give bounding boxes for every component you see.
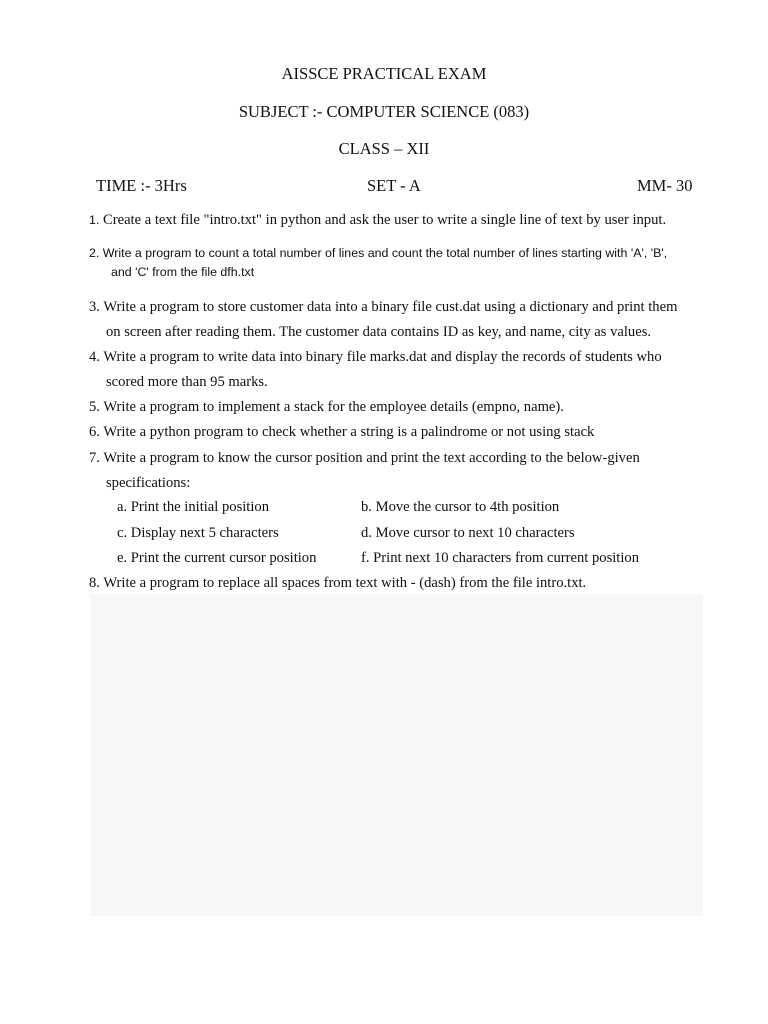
question-number: 4. bbox=[89, 349, 100, 365]
question-3-continued: on screen after reading them. The customer data contains ID as key, and name, city as values. bbox=[106, 324, 652, 340]
question-text-line-1: Write a program to know the cursor position and print the text according to the below-given bbox=[103, 450, 640, 466]
question-number: 5. bbox=[89, 399, 100, 415]
spec-item-e: e. Print the current cursor position bbox=[117, 550, 317, 566]
question-5 bbox=[89, 399, 564, 416]
question-text: Create a text file "intro.txt" in python and ask the user to write a single line of text by user input. bbox=[103, 212, 667, 228]
question-text: Write a program to implement a stack for the employee details (empno, name). bbox=[103, 399, 564, 415]
spec-item-f: f. Print next 10 characters from current position bbox=[361, 550, 640, 566]
subject-line: SUBJECT :- COMPUTER SCIENCE (083) bbox=[238, 102, 530, 121]
question-4 bbox=[89, 349, 662, 366]
question-text: Write a program to replace all spaces from text with - (dash) from the file intro.txt. bbox=[103, 575, 587, 591]
question-7 bbox=[89, 450, 640, 467]
question-text: Write a python program to check whether a string is a palindrome or not using stack bbox=[103, 424, 595, 440]
question-text-line-1: Write a program to count a total number of lines and count the total number of lines starting with 'A', 'B', bbox=[102, 246, 668, 260]
question-number: 3. bbox=[89, 299, 100, 315]
question-4-continued: scored more than 95 marks. bbox=[106, 374, 268, 390]
question-7-continued: specifications: bbox=[106, 475, 191, 491]
question-number: 1. bbox=[89, 213, 100, 227]
question-3 bbox=[89, 299, 677, 316]
spec-item-a: a. Print the initial position bbox=[117, 499, 270, 515]
max-marks-label: MM- 30 bbox=[637, 176, 693, 195]
question-1 bbox=[89, 212, 666, 229]
question-number: 7. bbox=[89, 450, 100, 466]
question-8 bbox=[89, 575, 586, 592]
question-number: 8. bbox=[89, 575, 100, 591]
exam-title: AISSCE PRACTICAL EXAM bbox=[281, 64, 487, 83]
blank-answer-area bbox=[90, 594, 703, 916]
set-label: SET - A bbox=[367, 176, 421, 195]
spec-item-d: d. Move cursor to next 10 characters bbox=[361, 525, 575, 541]
time-label: TIME :- 3Hrs bbox=[96, 176, 187, 195]
spec-item-b: b. Move the cursor to 4th position bbox=[361, 499, 560, 515]
spec-item-c: c. Display next 5 characters bbox=[117, 525, 279, 541]
question-text-line-1: Write a program to write data into binary file marks.dat and display the records of students who bbox=[103, 349, 662, 365]
question-number: 2. bbox=[89, 246, 100, 260]
question-6 bbox=[89, 424, 594, 441]
question-2-continued: and 'C' from the file dfh.txt bbox=[111, 265, 255, 279]
class-line: CLASS – XII bbox=[338, 139, 430, 158]
question-number: 6. bbox=[89, 424, 100, 440]
question-2 bbox=[89, 246, 667, 260]
question-text-line-1: Write a program to store customer data into a binary file cust.dat using a dictionary and print them bbox=[103, 299, 678, 315]
